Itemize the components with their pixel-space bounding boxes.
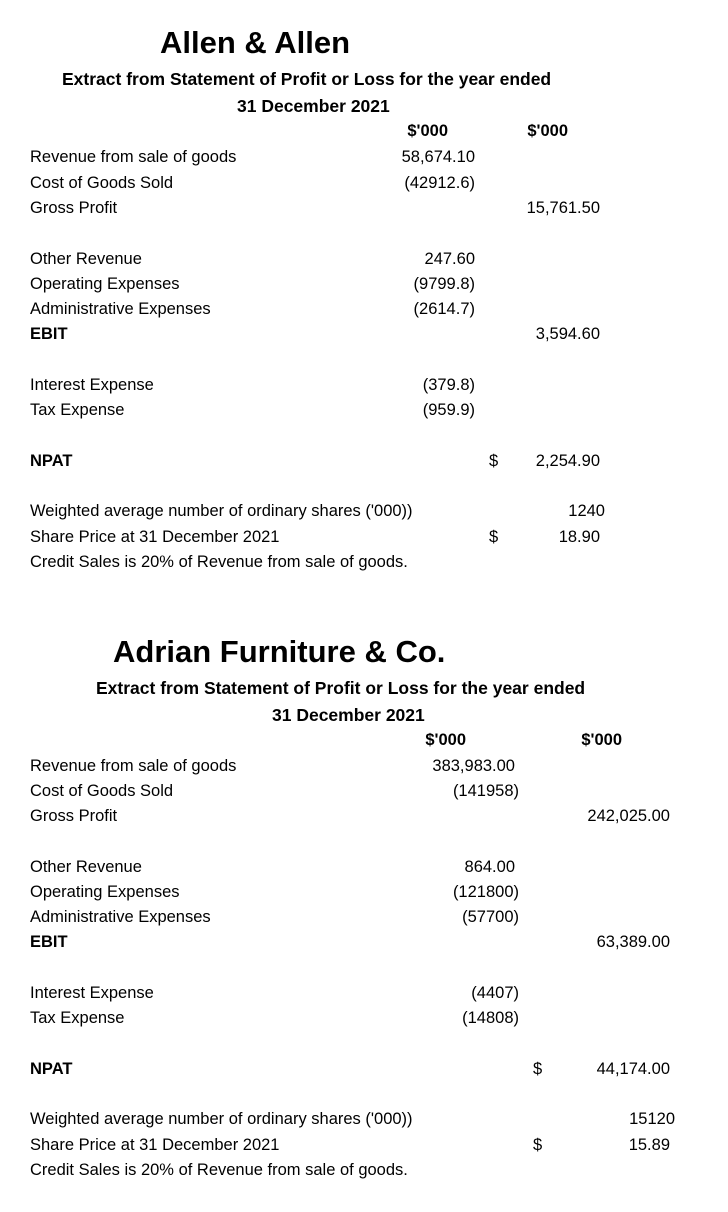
cogs-value: (42912.6) — [404, 174, 475, 192]
gross-profit-label: Gross Profit — [30, 199, 118, 217]
cogs-label: Cost of Goods Sold — [30, 174, 174, 192]
interest-expense-value: (4407) — [471, 984, 519, 1002]
share-price-label: Share Price at 31 December 2021 — [30, 1136, 280, 1154]
ebit-value: 3,594.60 — [535, 325, 600, 343]
npat-currency-symbol: $ — [489, 452, 499, 470]
npat-label: NPAT — [30, 452, 73, 470]
tax-expense-value: (14808) — [462, 1009, 519, 1027]
revenue-label: Revenue from sale of goods — [30, 148, 237, 166]
gross-profit-label: Gross Profit — [30, 807, 118, 825]
tax-expense-label: Tax Expense — [30, 1009, 125, 1027]
shares-label: Weighted average number of ordinary shares ('000)) — [30, 1110, 413, 1128]
operating-expenses-label: Operating Expenses — [30, 883, 180, 901]
company-title: Adrian Furniture & Co. — [113, 634, 446, 669]
admin-expenses-value: (2614.7) — [413, 300, 475, 318]
interest-expense-label: Interest Expense — [30, 376, 154, 394]
shares-value: 1240 — [568, 502, 605, 520]
tax-expense-label: Tax Expense — [30, 401, 125, 419]
other-revenue-value: 247.60 — [424, 250, 475, 268]
column-header-1: $'000 — [407, 122, 448, 140]
revenue-value: 383,983.00 — [432, 757, 515, 775]
ebit-label: EBIT — [30, 933, 68, 951]
share-price-currency-symbol: $ — [533, 1136, 543, 1154]
gross-profit-value: 15,761.50 — [526, 199, 600, 217]
revenue-label: Revenue from sale of goods — [30, 757, 237, 775]
revenue-value: 58,674.10 — [401, 148, 475, 166]
admin-expenses-value: (57700) — [462, 908, 519, 926]
other-revenue-value: 864.00 — [464, 858, 515, 876]
statement-subtitle: Extract from Statement of Profit or Loss for the year ended — [96, 678, 586, 698]
statement-subtitle: Extract from Statement of Profit or Loss for the year ended — [62, 69, 552, 89]
shares-value: 15120 — [629, 1110, 675, 1128]
admin-expenses-label: Administrative Expenses — [30, 908, 211, 926]
interest-expense-value: (379.8) — [422, 376, 475, 394]
statement-date: 31 December 2021 — [272, 705, 425, 725]
column-header-2: $'000 — [527, 122, 568, 140]
npat-currency-symbol: $ — [533, 1060, 543, 1078]
cogs-value: (141958) — [452, 782, 519, 800]
cogs-label: Cost of Goods Sold — [30, 782, 174, 800]
column-header-2: $'000 — [581, 731, 622, 749]
credit-sales-note: Credit Sales is 20% of Revenue from sale of goods. — [30, 553, 408, 571]
operating-expenses-value: (9799.8) — [413, 275, 475, 293]
operating-expenses-value: (121800) — [452, 883, 519, 901]
npat-value: 44,174.00 — [596, 1060, 670, 1078]
npat-value: 2,254.90 — [535, 452, 600, 470]
other-revenue-label: Other Revenue — [30, 250, 142, 268]
tax-expense-value: (959.9) — [422, 401, 475, 419]
company-title: Allen & Allen — [160, 25, 351, 60]
interest-expense-label: Interest Expense — [30, 984, 154, 1002]
credit-sales-note: Credit Sales is 20% of Revenue from sale of goods. — [30, 1161, 408, 1179]
share-price-value: 18.90 — [558, 528, 600, 546]
shares-label: Weighted average number of ordinary shares ('000)) — [30, 502, 413, 520]
share-price-label: Share Price at 31 December 2021 — [30, 528, 280, 546]
operating-expenses-label: Operating Expenses — [30, 275, 180, 293]
gross-profit-value: 242,025.00 — [587, 807, 670, 825]
ebit-label: EBIT — [30, 325, 68, 343]
share-price-value: 15.89 — [628, 1136, 670, 1154]
admin-expenses-label: Administrative Expenses — [30, 300, 211, 318]
npat-label: NPAT — [30, 1060, 73, 1078]
column-header-1: $'000 — [425, 731, 466, 749]
share-price-currency-symbol: $ — [489, 528, 499, 546]
other-revenue-label: Other Revenue — [30, 858, 142, 876]
ebit-value: 63,389.00 — [596, 933, 670, 951]
statement-date: 31 December 2021 — [237, 96, 390, 116]
